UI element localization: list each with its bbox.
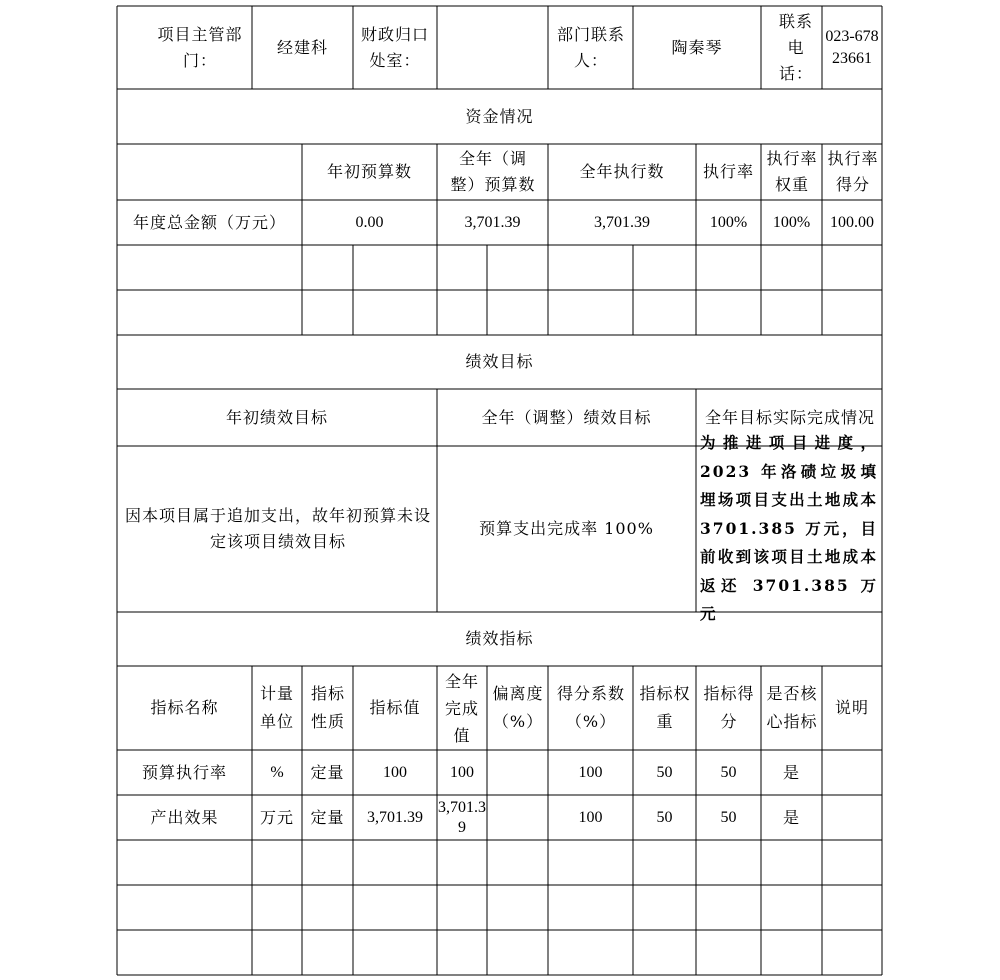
table-row-actual: 3,701.39 [438,798,486,836]
funds-adjusted-value: 3,701.39 [464,213,521,231]
table-row-name: 产出效果 [150,807,219,827]
phone-label: 联系电话： [778,11,813,83]
funds-header-rate: 执行率 [702,162,754,181]
table-row-score: 50 [720,763,737,781]
table-row-note [822,750,882,795]
phone-value: 023-67823661 [825,27,879,67]
funds-weight-value: 100% [772,213,811,231]
table-row-nature: 定量 [310,807,345,827]
contact-label: 部门联系人： [556,25,625,70]
table-row-name: 预算执行率 [141,762,227,782]
table-row-deviation [487,795,548,840]
goals-initial-text: 因本项目属于追加支出，故年初预算未设定该项目绩效目标 [124,506,431,551]
table-row-core: 是 [782,762,800,782]
goals-adjusted-text: 预算支出完成率 100% [479,519,654,538]
goals-actual-text: 为推进项目进度，2023 年洛碛垃圾填埋场项目支出土地成本 3701.385 万元，目前收到该项目土地成本返还 3701.385 万元 [700,433,878,624]
funds-score-value: 100.00 [830,213,874,231]
dept-value: 经建科 [276,37,328,57]
ind-header-deviation: 偏离度（%） [492,684,544,731]
ind-header-score: 指标得分 [703,684,755,731]
finance-label: 财政归口处室： [360,25,429,70]
table-row-unit: 万元 [259,807,294,827]
ind-header-weight: 指标权重 [639,684,691,731]
table-row-core: 是 [782,807,800,827]
table-row-note [822,795,882,840]
goals-header-initial: 年初绩效目标 [225,407,328,427]
goals-section-title: 绩效目标 [465,352,534,371]
ind-header-name: 指标名称 [150,698,219,717]
table-row-weight: 50 [656,763,673,781]
goals-header-actual: 全年目标实际完成情况 [704,407,875,427]
table-row-actual: 100 [450,763,474,781]
ind-header-core: 是否核心指标 [766,684,818,731]
table-row-value: 3,701.39 [367,808,423,826]
ind-header-coefficient: 得分系数（%） [556,684,625,731]
funds-header-adjusted: 全年（调整）预算数 [450,149,536,194]
ind-header-note: 说明 [834,698,869,717]
finance-value [437,6,548,89]
ind-header-unit: 计量单位 [259,684,294,731]
funds-header-weight: 执行率权重 [766,149,818,194]
table-row-deviation [487,750,548,795]
funds-header-initial: 年初预算数 [326,162,412,181]
goals-header-adjusted: 全年（调整）绩效目标 [481,407,652,427]
funds-rate-value: 100% [709,213,748,231]
ind-header-actual: 全年完成值 [444,671,479,745]
funds-initial-value: 0.00 [355,213,384,231]
table-row-value: 100 [383,763,407,781]
dept-label: 项目主管部门： [157,25,243,70]
funds-executed-value: 3,701.39 [594,213,650,231]
table-row-coefficient: 100 [578,808,603,826]
contact-value: 陶秦琴 [671,37,723,57]
table-row-nature: 定量 [310,762,345,782]
funds-row-label: 年度总金额（万元） [132,212,286,232]
ind-header-value: 指标值 [369,698,421,717]
funds-header-score: 执行率得分 [827,149,879,194]
table-row-score: 50 [720,808,737,826]
funds-header-executed: 全年执行数 [579,162,665,181]
ind-header-nature: 指标性质 [310,684,345,731]
table-row-unit: % [270,763,284,781]
funds-section-title: 资金情况 [465,106,534,126]
indicators-section-title: 绩效指标 [465,629,534,648]
table-row-weight: 50 [656,808,673,826]
table-row-coefficient: 100 [578,763,603,781]
